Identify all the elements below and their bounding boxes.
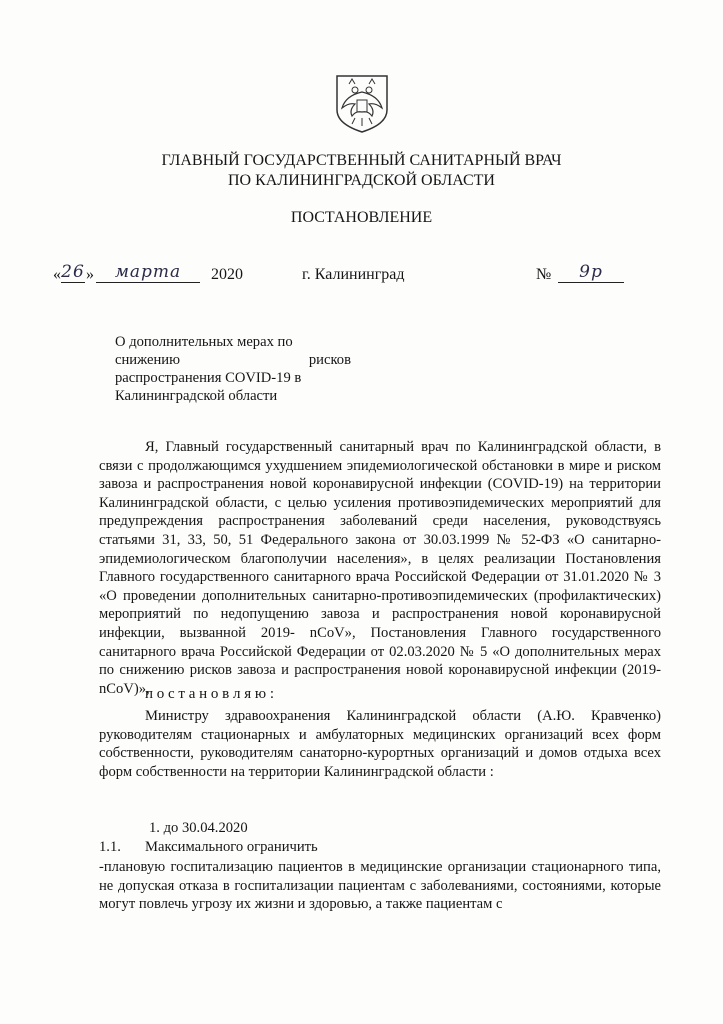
date-open-quote: « xyxy=(53,266,61,283)
item-1: 1. до 30.04.2020 xyxy=(149,820,248,836)
item-1-1-body: -плановую госпитализацию пациентов в медицинские организации стационарного типа, не допуская отказа в госпитализации пациентам с заболеваниями, состояниями, которые могут повлечь угрозу их жизни и здоровью, а также пациентам с xyxy=(99,859,661,913)
subject-line3: распространения COVID-19 в xyxy=(115,370,302,386)
date-close-quote: » xyxy=(86,266,94,283)
subject-line2 xyxy=(115,352,351,369)
city: г. Калининград xyxy=(302,266,405,283)
document-type: ПОСТАНОВЛЕНИЕ xyxy=(290,209,433,226)
subject-line4: Калининградской области xyxy=(115,388,278,404)
issuer-title-line2: ПО КАЛИНИНГРАДСКОЙ ОБЛАСТИ xyxy=(228,172,495,189)
issuer-title-line1: ГЛАВНЫЙ ГОСУДАРСТВЕННЫЙ САНИТАРНЫЙ ВРАЧ xyxy=(161,152,562,169)
addressees-paragraph: Министру здравоохранения Калининградской области (А.Ю. Кравченко) руководителям стационарных и амбулаторных медицинских организаций всех форм собственности, руководителям санаторно-курортных организаций и домов отдыха всех форм собственности на территории Калининградской области : xyxy=(99,708,661,780)
subject-line1: О дополнительных мерах по xyxy=(115,334,293,350)
document-number: 9р xyxy=(558,262,624,283)
date-year: 2020 xyxy=(211,266,243,283)
subject-line2-left: снижению xyxy=(115,352,180,368)
date-month: марта xyxy=(96,262,200,283)
coat-of-arms-emblem xyxy=(331,72,393,134)
item-1-1-number: 1.1. xyxy=(99,839,121,855)
item-1-1-title: Максимального ограничить xyxy=(145,839,318,855)
resolve-word: п о с т а н о в л я ю : xyxy=(145,686,275,702)
intro-paragraph: Я, Главный государственный санитарный врач по Калининградской области, в связи с продолжающимся ухудшением эпидемиологической обстановки в мире и риском завоза и распространения новой коронавирусной инфекции (COVID-19) на территории Калининградской области, с целью усиления противоэпидемических мероприятий для предупреждения распространения заболеваний среди населения, руководствуясь статьями 31, 33, 50, 51 Федерального закона от 30.03.1999 № 52-ФЗ «О санитарно-эпидемиологическом благополучии населения», в целях реализации Постановления Главного государственного санитарного врача Российской Федерации от 31.01.2020 № 3 «О проведении дополнительных санитарно-противоэпидемических (профилактических) мероприятий по недопущению завоза и распространения новой коронавирусной инфекции, вызванной 2019- nCoV», Постановления Главного государственного санитарного врача Российской Федерации от 02.03.2020 № 5 «О дополнительных мерах по снижению рисков завоза и распространения новой коронавирусной инфекции (2019-nCoV)», xyxy=(99,439,661,697)
number-label: № xyxy=(536,266,552,283)
subject-line2-right: рисков xyxy=(308,352,351,368)
date-day: 26 xyxy=(61,262,85,282)
